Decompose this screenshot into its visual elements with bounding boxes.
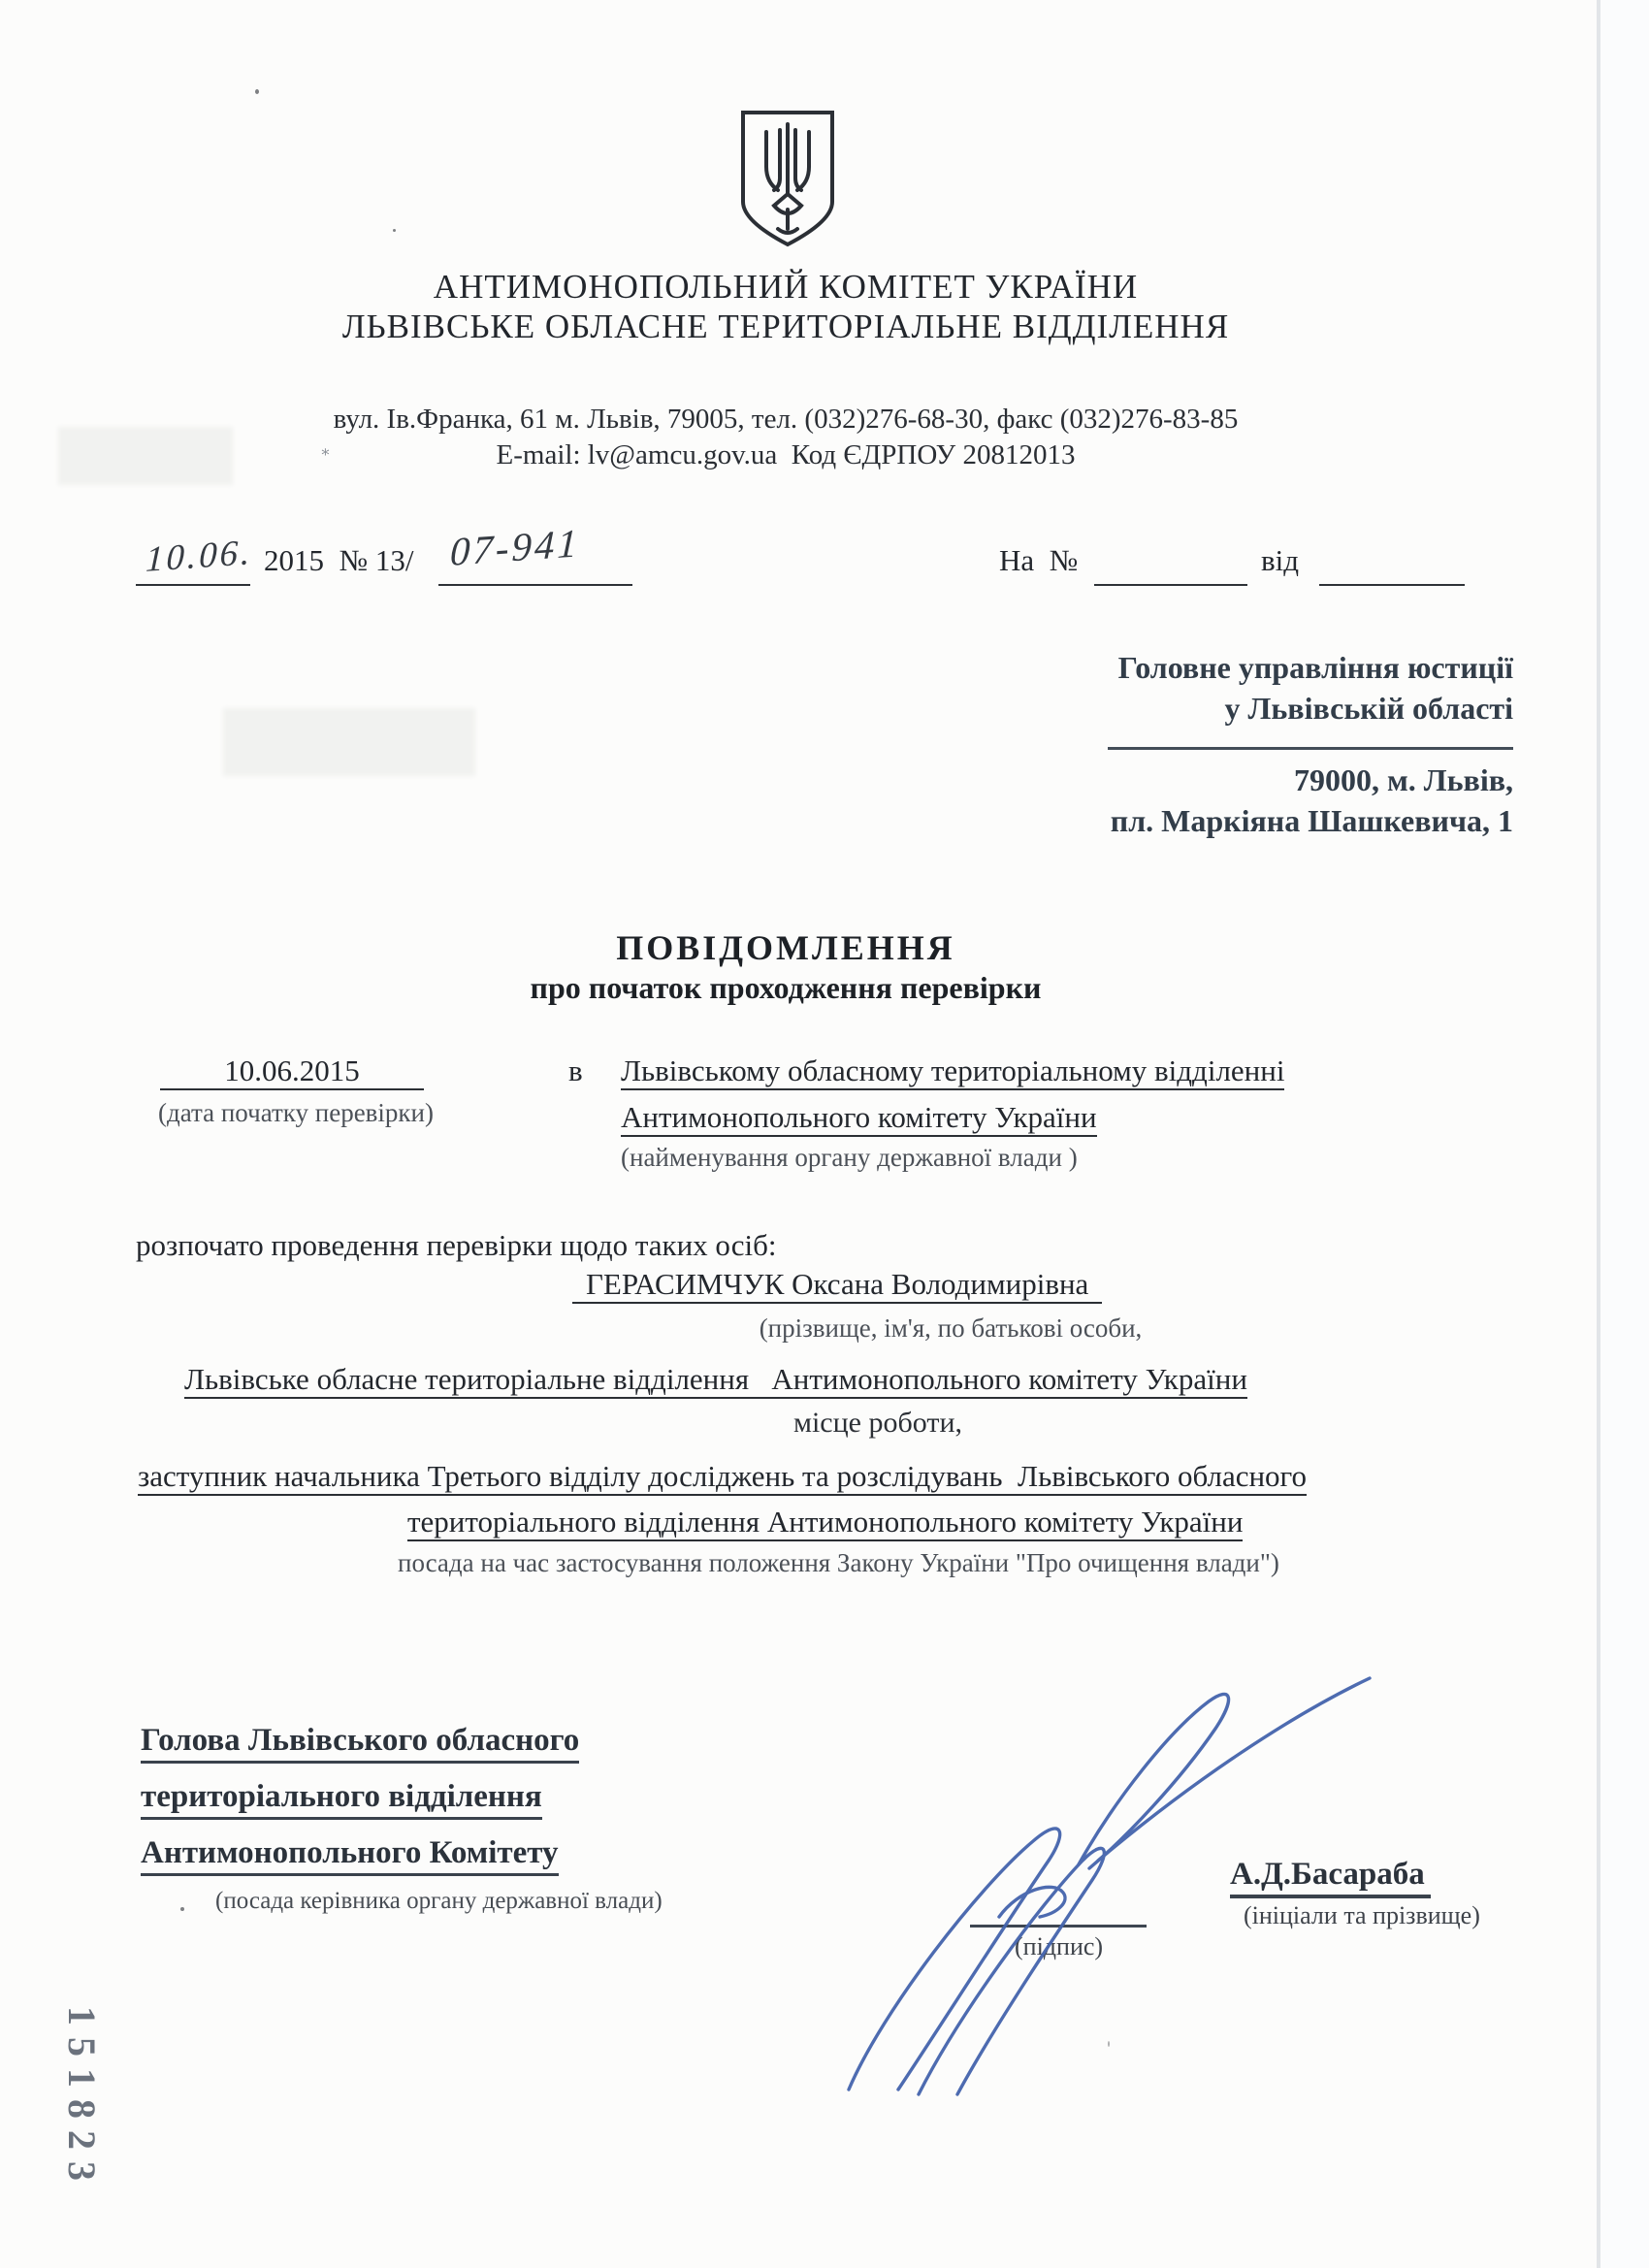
reply-from-label: від [1261, 543, 1300, 577]
scan-speck [1108, 2041, 1110, 2047]
outgoing-number-printed: 2015 № 13/ [264, 543, 414, 577]
number-underline [438, 582, 632, 586]
recipient-divider [1108, 747, 1513, 750]
org-name-line2: ЛЬВІВСЬКЕ ОБЛАСНЕ ТЕРИТОРІАЛЬНЕ ВІДДІЛЕННЯ [341, 308, 1230, 345]
document-title: ПОВІДОМЛЕННЯ [616, 928, 955, 967]
workplace-caption: місце роботи, [792, 1407, 963, 1439]
signer-name: А.Д.Басараба [1230, 1857, 1431, 1898]
signer-position-caption: (посада керівника органу державної влади) [215, 1888, 663, 1914]
reply-no-blank [1094, 582, 1247, 586]
position-caption: посада на час застосування положення Закону України "Про очищення влади") [398, 1548, 1279, 1577]
scan-edge-seam [1597, 0, 1600, 2268]
position-line1: заступник начальника Третього відділу досліджень та розслідувань Львівського обласного [138, 1459, 1307, 1496]
workplace: Львівське обласне територіальне відділення Антимонопольного комітету України [184, 1362, 1247, 1399]
preposition: в [568, 1053, 583, 1087]
recipient-address-line2: пл. Маркіяна Шашкевича, 1 [1110, 803, 1513, 838]
signer-position-line3: Антимонопольного Комітету [141, 1835, 559, 1876]
scan-mark: ∗ [320, 444, 331, 461]
org-email-line: E-mail: lv@amcu.gov.ua Код ЄДРПОУ 20812013 [496, 439, 1076, 470]
signer-name-caption: (ініціали та прізвище) [1244, 1901, 1480, 1929]
recipient-line1: Головне управління юстиції [1117, 650, 1513, 685]
ukraine-trident-emblem-icon [735, 109, 840, 250]
org-address-line: вул. Ів.Франка, 61 м. Львів, 79005, тел. (032)276-68-30, факс (032)276-83-85 [333, 404, 1239, 435]
intro-sentence: розпочато проведення перевірки щодо таких осіб: [136, 1228, 777, 1262]
person-name: ГЕРАСИМЧУК Оксана Володимирівна [572, 1267, 1102, 1304]
org-name-line1: АНТИМОНОПОЛЬНИЙ КОМІТЕТ УКРАЇНИ [433, 268, 1139, 306]
scan-speck [180, 1907, 184, 1911]
check-start-date: 10.06.2015 [160, 1053, 424, 1090]
date-underline [136, 582, 250, 586]
reply-from-blank [1319, 582, 1465, 586]
recipient-address-line1: 79000, м. Львів, [1293, 762, 1513, 797]
authority-caption: (найменування органу державної влади ) [621, 1143, 1078, 1172]
scan-speck [255, 89, 259, 94]
signature-line [970, 1925, 1147, 1928]
authority-name-line2: Антимонопольного комітету України [621, 1100, 1097, 1137]
signature-caption: (підпис) [1015, 1932, 1104, 1960]
recipient-line2: у Львівській області [1224, 691, 1513, 726]
scan-smudge [223, 708, 475, 776]
scan-page-edge [1600, 0, 1649, 2268]
person-caption: (прізвище, ім'я, по батькові особи, [759, 1313, 1143, 1343]
check-date-caption: (дата початку перевірки) [157, 1098, 434, 1127]
scan-speck [393, 229, 396, 232]
signer-position-line1: Голова Львівського обласного [141, 1723, 579, 1764]
outgoing-date-handwritten: 10.06. [145, 533, 254, 580]
authority-name-line1: Львівському обласному територіальному відділенні [621, 1053, 1284, 1090]
position-line2: територіального відділення Антимонопольного комітету України [407, 1505, 1243, 1541]
document-subtitle: про початок проходження перевірки [530, 970, 1042, 1005]
signer-position-line2: територіального відділення [141, 1779, 542, 1820]
reply-no-label: На № [999, 543, 1079, 577]
outgoing-number-handwritten: 07-941 [449, 520, 581, 574]
stamp-number: 151823 [60, 2006, 104, 2192]
